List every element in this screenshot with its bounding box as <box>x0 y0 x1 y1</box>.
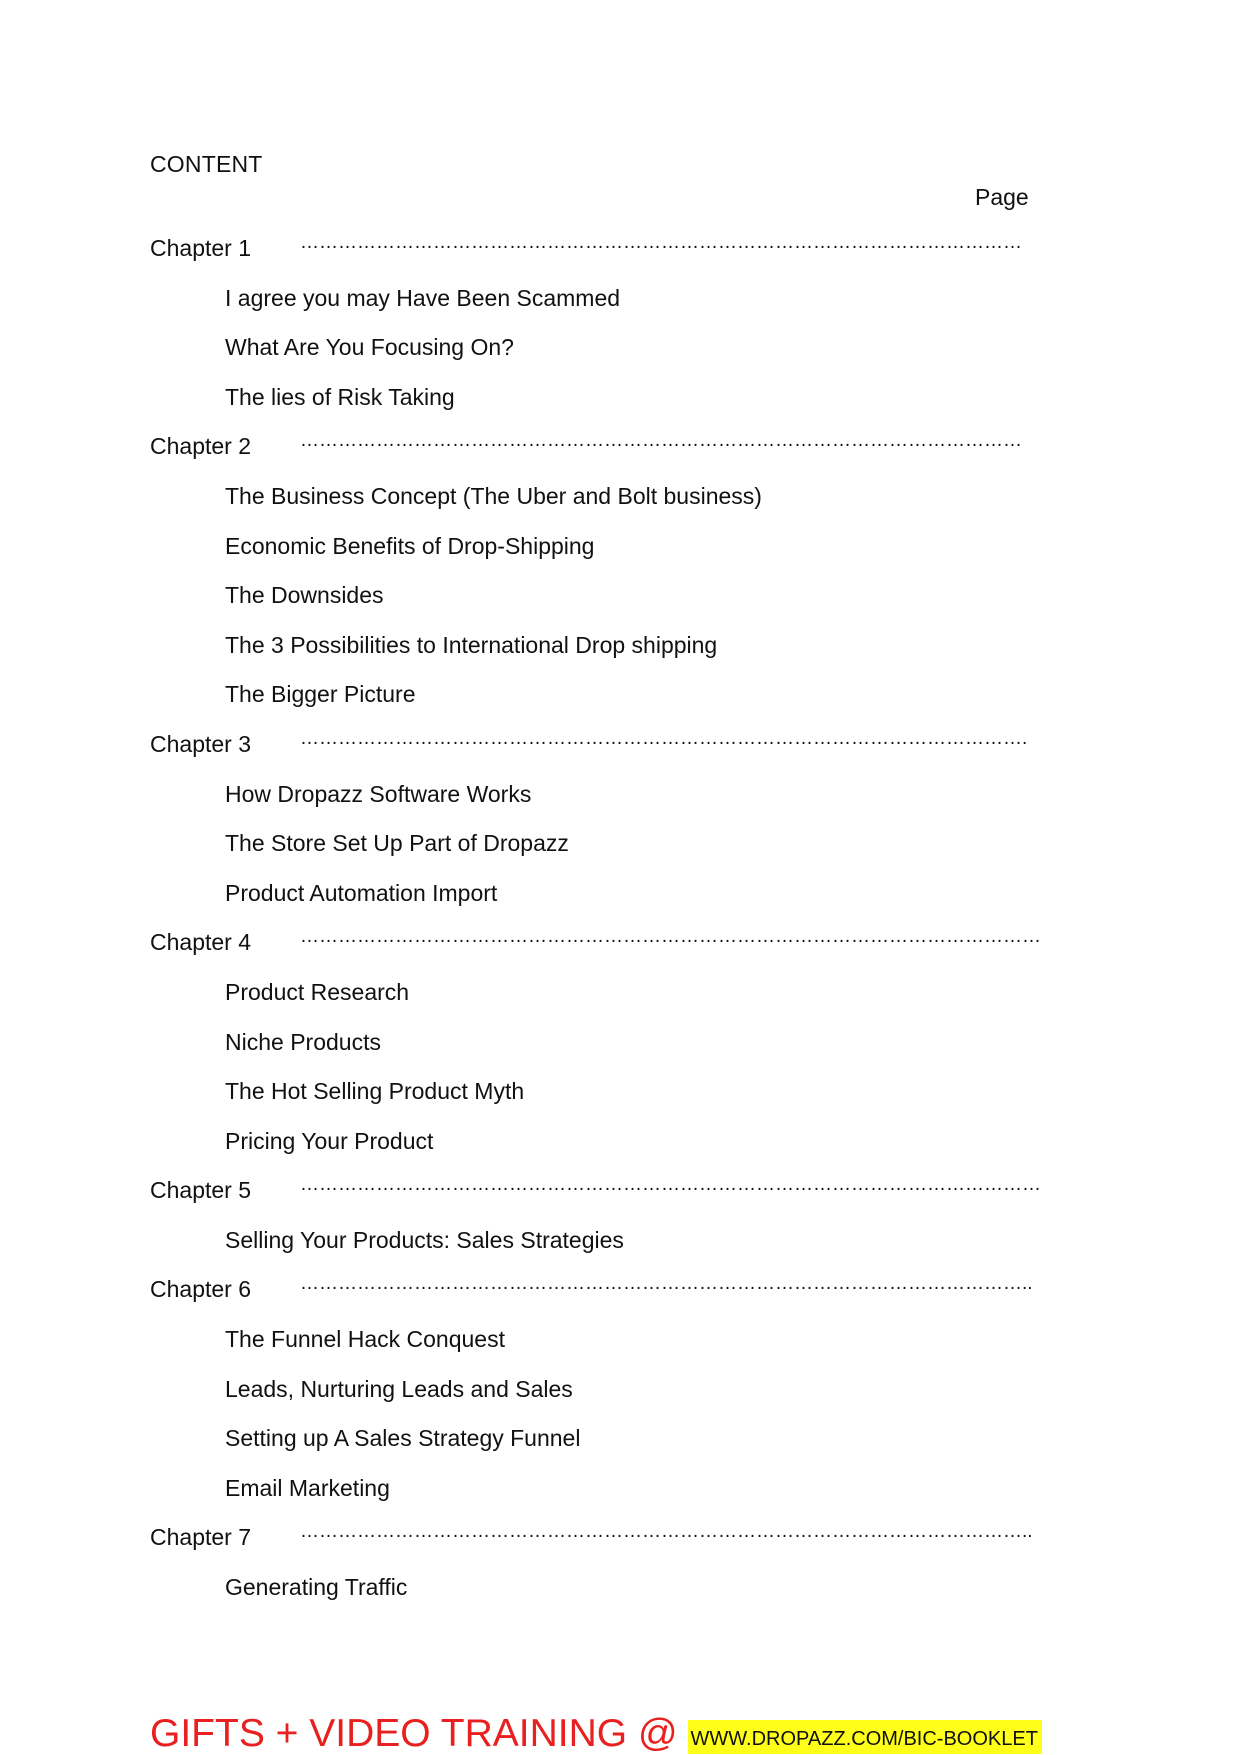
toc-chapter-row <box>150 428 1090 478</box>
dot-leader: ……………………………………………………………………………………………………… <box>300 1174 1041 1196</box>
chapter-label: Chapter 5 <box>150 1177 252 1204</box>
chapter-label: Chapter 1 <box>150 235 252 261</box>
toc-chapter-row <box>150 1271 1090 1321</box>
dot-leader: …………………………………………………………………………………………………….. <box>300 1273 1033 1295</box>
section-title: Leads, Nurturing Leads and Sales <box>225 1375 573 1402</box>
toc-section-row <box>150 1420 1090 1470</box>
section-title: Economic Benefits of Drop-Shipping <box>225 532 595 559</box>
toc-chapter-row <box>150 230 1090 280</box>
promo-url-link[interactable]: WWW.DROPAZZ.COM/BIC-BOOKLET <box>688 1720 1042 1754</box>
section-title: Pricing Your Product <box>225 1127 434 1154</box>
toc-section-row <box>150 1569 1090 1619</box>
section-title: The Funnel Hack Conquest <box>225 1326 505 1353</box>
dot-leader: …………………………………………………………………………………………………… <box>300 232 1022 253</box>
toc-section-row <box>150 974 1090 1024</box>
toc-section-row <box>150 1470 1090 1520</box>
chapter-label: Chapter 4 <box>150 929 252 956</box>
section-title: How Dropazz Software Works <box>225 780 532 807</box>
dot-leader: ……………………………………………………………………………………………………. <box>300 727 1028 749</box>
toc-heading: CONTENT <box>150 151 263 177</box>
toc-section-row <box>150 1073 1090 1123</box>
section-title: Product Automation Import <box>225 879 498 906</box>
dot-leader: …………………………………………………………………………………………………….. <box>300 1521 1033 1543</box>
section-title: The Bigger Picture <box>225 681 416 708</box>
section-title: What Are You Focusing On? <box>225 334 514 361</box>
chapter-label: Chapter 7 <box>150 1524 252 1551</box>
section-title: The Hot Selling Product Myth <box>225 1078 525 1105</box>
toc-section-row <box>150 776 1090 826</box>
section-title: Setting up A Sales Strategy Funnel <box>225 1425 581 1452</box>
toc-section-row <box>150 379 1090 429</box>
toc-chapter-row <box>150 1172 1090 1222</box>
toc-chapter-row <box>150 924 1090 974</box>
toc-section-row <box>150 1371 1090 1421</box>
toc-section-row <box>150 1321 1090 1371</box>
toc-section-row <box>150 528 1090 578</box>
toc-section-row <box>150 577 1090 627</box>
toc-section-row <box>150 676 1090 726</box>
promo-footer <box>150 1708 1042 1754</box>
dot-leader: …………………………………………………………………………………………………… <box>300 430 1022 452</box>
chapter-label: Chapter 2 <box>150 433 252 460</box>
toc-section-row <box>150 1024 1090 1074</box>
toc-section-row <box>150 329 1090 379</box>
promo-text: GIFTS + VIDEO TRAINING @ <box>150 1712 678 1755</box>
section-title: The Downsides <box>225 582 384 609</box>
page-column-label: Page <box>975 184 1029 210</box>
section-title: Niche Products <box>225 1028 381 1055</box>
section-title: Product Research <box>225 978 410 1005</box>
toc-section-row <box>150 280 1090 330</box>
toc-section-row <box>150 478 1090 528</box>
section-title: The Business Concept (The Uber and Bolt business) <box>225 482 762 509</box>
toc-chapter-row <box>150 726 1090 776</box>
section-title: Generating Traffic <box>225 1574 408 1601</box>
section-title: The lies of Risk Taking <box>225 383 455 410</box>
table-of-contents <box>150 230 1090 1619</box>
toc-chapter-row <box>150 1519 1090 1569</box>
section-title: The 3 Possibilities to International Drop shipping <box>225 631 718 658</box>
section-title: Email Marketing <box>225 1474 390 1501</box>
toc-section-row <box>150 825 1090 875</box>
section-title: Selling Your Products: Sales Strategies <box>225 1226 624 1253</box>
toc-section-row <box>150 627 1090 677</box>
chapter-label: Chapter 6 <box>150 1276 252 1303</box>
dot-leader: ……………………………………………………………………………………………………… <box>300 926 1041 948</box>
section-title: The Store Set Up Part of Dropazz <box>225 830 569 857</box>
toc-section-row <box>150 1123 1090 1173</box>
section-title: I agree you may Have Been Scammed <box>225 284 621 311</box>
chapter-label: Chapter 3 <box>150 730 252 757</box>
toc-section-row <box>150 875 1090 925</box>
toc-section-row <box>150 1222 1090 1272</box>
